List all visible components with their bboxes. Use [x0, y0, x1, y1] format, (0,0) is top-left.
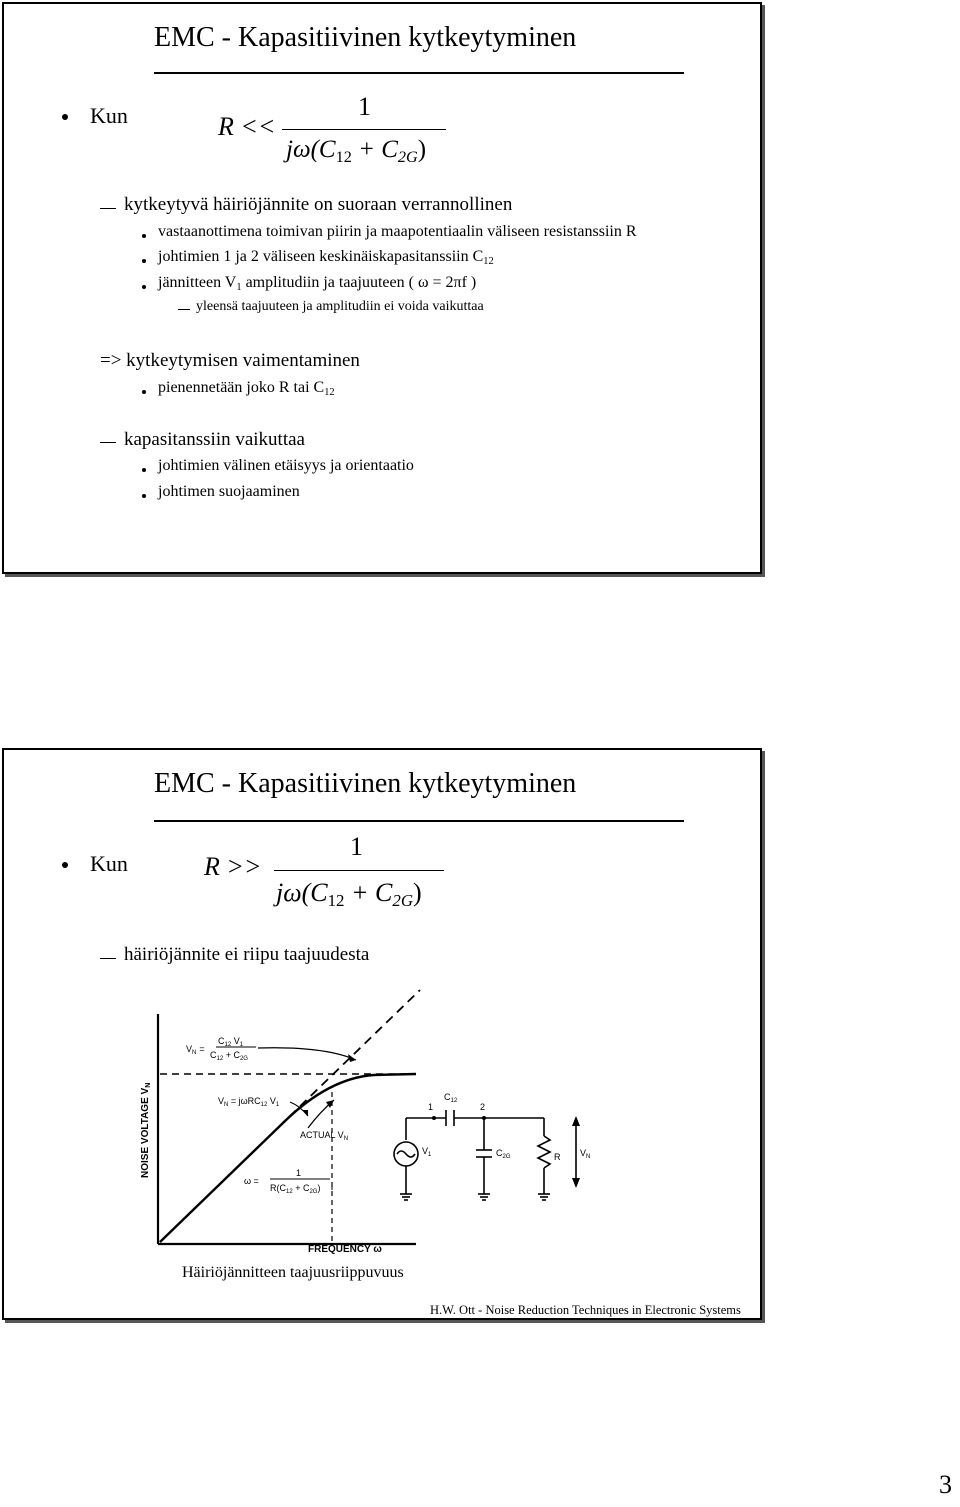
- sub-dash-1: yleensä taajuuteen ja amplitudiin ei voida vaikuttaa: [196, 299, 484, 314]
- svg-text:1: 1: [428, 1102, 434, 1112]
- kun-label: Kun: [90, 103, 128, 128]
- svg-text:R: R: [554, 1152, 561, 1162]
- kun-label: Kun: [90, 851, 128, 876]
- fraction-bar: [282, 129, 446, 130]
- formula-lhs: R <<: [218, 112, 276, 141]
- bullet-marker: [62, 862, 68, 868]
- title-rule: [154, 820, 684, 822]
- arrow-line: => kytkeytymisen vaimentaminen: [100, 350, 360, 371]
- bullet-marker: [142, 259, 146, 263]
- svg-text:ACTUAL VN: ACTUAL $V_N$: [300, 1130, 349, 1142]
- svg-text:C2G: $C_{2G}$: [496, 1148, 511, 1160]
- formula-lhs: R >>: [204, 852, 262, 881]
- actual-curve: [160, 1074, 416, 1242]
- bullet-marker: [142, 285, 146, 289]
- vn-slope-formula: [218, 1096, 280, 1108]
- omega-formula: [244, 1168, 330, 1195]
- dash-marker: [100, 958, 116, 959]
- formula-denominator: $j\omega(C_{12} + C_{2G})$: [276, 878, 422, 911]
- bullet-6: johtimen suojaaminen: [158, 483, 300, 500]
- bullet-3: jännitteen $V_1$ amplitudiin ja taajuuteen ( ω = 2πf ): [158, 274, 477, 294]
- slide-1: [2, 2, 762, 574]
- bullet-marker: [142, 494, 146, 498]
- svg-text:C12: $C_{12}$: [444, 1092, 458, 1104]
- figure-caption: Häiriöjännitteen taajuusriippuvuus: [182, 1264, 404, 1281]
- x-axis-label: FREQUENCY ω: [308, 1244, 382, 1255]
- bullet-2: johtimien 1 ja 2 väliseen keskinäiskapasitanssiin $C_{12}$: [158, 248, 494, 268]
- bullet-marker: [142, 234, 146, 238]
- svg-text:VN = jωRC12 V1: $V_N = j\omega RC_{12}$ $V_1$: [218, 1096, 280, 1108]
- fraction-bar: [274, 870, 444, 871]
- actual-label: [300, 1130, 348, 1142]
- bullet-4: pienennetään joko R tai $C_{12}$: [158, 379, 335, 399]
- vn-flat-arrow: [258, 1048, 356, 1060]
- slide-title: EMC - Kapasitiivinen kytkeytyminen: [154, 22, 577, 53]
- slide-2: [2, 748, 762, 1320]
- formula-numerator: 1: [350, 832, 363, 861]
- svg-text:V1: $V_1$: [422, 1146, 432, 1158]
- svg-text:R(C12 + C2G): $R(C_{12} + C_{2G})$: [270, 1183, 321, 1195]
- bullet-1: vastaanottimena toimivan piirin ja maapotentiaalin väliseen resistanssiin R: [158, 223, 637, 240]
- dash-marker: [178, 309, 190, 310]
- svg-text:C12 + C2G: $C_{12} + C_{2G}$: [210, 1050, 248, 1062]
- circuit-labels: [422, 1092, 590, 1162]
- svg-text:VN=: $V_N$ =: [186, 1044, 205, 1056]
- bullet-marker: [142, 468, 146, 472]
- svg-text:1: 1: [296, 1168, 302, 1178]
- dash-line-2: kapasitanssiin vaikuttaa: [124, 429, 305, 450]
- slide-title: EMC - Kapasitiivinen kytkeytyminen: [154, 768, 577, 799]
- bullet-marker: [62, 114, 68, 120]
- bullet-5: johtimien välinen etäisyys ja orientaatio: [158, 457, 414, 474]
- y-axis-label: NOISE VOLTAGE $V_N$: [140, 1082, 152, 1178]
- formula-numerator: 1: [358, 92, 371, 121]
- figure-credit: H.W. Ott - Noise Reduction Techniques in Electronic Systems: [430, 1303, 741, 1317]
- title-rule: [154, 72, 684, 74]
- vn-flat-formula: [186, 1036, 256, 1062]
- svg-text:ω =: ω =: [244, 1176, 259, 1186]
- svg-text:C12 V1: $C_{12}$ $V_1$: [218, 1036, 244, 1048]
- dash-marker: [100, 208, 116, 209]
- formula-denominator: $j\omega(C_{12} + C_{2G})$: [286, 136, 427, 166]
- svg-text:2: 2: [480, 1102, 486, 1112]
- page-number: 3: [939, 1470, 952, 1499]
- dash-marker: [100, 442, 116, 443]
- bullet-marker: [142, 390, 146, 394]
- svg-text:VN: $V_N$: [580, 1148, 591, 1160]
- dash-line-1: häiriöjännite ei riipu taajuudesta: [124, 944, 370, 965]
- noise-voltage-figure: [124, 988, 604, 1256]
- dash-line-1: kytkeytyvä häiriöjännite on suoraan verrannollinen: [124, 194, 513, 215]
